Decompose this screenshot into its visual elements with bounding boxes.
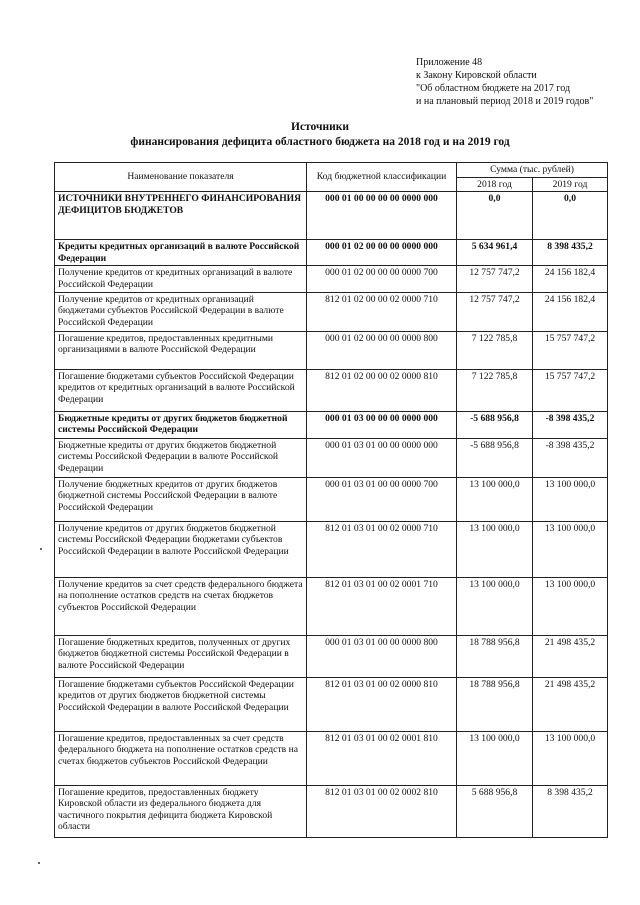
row-name: ИСТОЧНИКИ ВНУТРЕННЕГО ФИНАНСИРОВАНИЯ ДЕФИЦИТОВ БЮДЖЕТОВ <box>55 192 307 240</box>
row-code: 812 01 03 01 00 02 0000 810 <box>307 677 457 731</box>
table-row <box>55 292 608 331</box>
table-row <box>55 438 608 477</box>
row-name: Получение кредитов за счет средств федерального бюджета на пополнение остатков средств на счетах бюджетов субъектов Российской Федерации <box>55 577 307 635</box>
row-value-2018: 5 634 961,4 <box>457 240 533 266</box>
annex-line: "Об областном бюджете на 2017 год <box>416 83 571 94</box>
document-title <box>0 120 640 150</box>
header-name: Наименование показателя <box>55 163 307 192</box>
row-code: 812 01 02 00 00 02 0000 710 <box>307 292 457 331</box>
header-year-2019: 2019 год <box>533 177 608 192</box>
row-value-2019: 0,0 <box>533 192 608 240</box>
row-value-2019: 13 100 000,0 <box>533 731 608 785</box>
row-value-2019: 13 100 000,0 <box>533 521 608 577</box>
row-value-2018: 13 100 000,0 <box>457 477 533 521</box>
annex-line: Приложение 48 <box>416 57 483 68</box>
row-code: 000 01 02 00 00 00 0000 800 <box>307 331 457 369</box>
row-code: 000 01 00 00 00 00 0000 000 <box>307 192 457 240</box>
row-value-2019: 21 498 435,2 <box>533 635 608 677</box>
row-value-2018: -5 688 956,8 <box>457 438 533 477</box>
table-row <box>55 411 608 438</box>
row-name: Погашение кредитов, предоставленных кредитными организациями в валюте Российской Федерации <box>55 331 307 369</box>
table-row <box>55 577 608 635</box>
row-value-2018: 12 757 747,2 <box>457 292 533 331</box>
header-year-2018: 2018 год <box>457 177 533 192</box>
row-name: Погашение бюджетами субъектов Российской Федерации кредитов от кредитных организаций в валюте Российской Федерации <box>55 369 307 411</box>
row-name: Бюджетные кредиты от других бюджетов бюджетной системы Российской Федерации в валюте Российской Федерации <box>55 438 307 477</box>
table-row <box>55 521 608 577</box>
scan-speck <box>40 548 42 550</box>
row-value-2019: 24 156 182,4 <box>533 266 608 292</box>
row-value-2019: 24 156 182,4 <box>533 292 608 331</box>
row-value-2019: 15 757 747,2 <box>533 331 608 369</box>
row-value-2018: 13 100 000,0 <box>457 731 533 785</box>
annex-note <box>416 56 593 108</box>
table-row <box>55 192 608 240</box>
table-row <box>55 369 608 411</box>
row-code: 812 01 03 01 00 02 0002 810 <box>307 785 457 837</box>
header-sum: Сумма (тыс. рублей) <box>457 163 608 178</box>
row-value-2019: -8 398 435,2 <box>533 411 608 438</box>
table-row <box>55 477 608 521</box>
row-value-2018: 18 788 956,8 <box>457 635 533 677</box>
header-code: Код бюджетной классификации <box>307 163 457 192</box>
row-value-2018: 13 100 000,0 <box>457 521 533 577</box>
row-code: 000 01 02 00 00 00 0000 000 <box>307 240 457 266</box>
row-value-2018: 7 122 785,8 <box>457 369 533 411</box>
row-name: Получение кредитов от кредитных организаций бюджетами субъектов Российской Федерации в валюте Российской Федерации <box>55 292 307 331</box>
row-value-2019: 15 757 747,2 <box>533 369 608 411</box>
row-value-2018: 7 122 785,8 <box>457 331 533 369</box>
row-name: Бюджетные кредиты от других бюджетов бюджетной системы Российской Федерации <box>55 411 307 438</box>
row-name: Получение кредитов от кредитных организаций в валюте Российской Федерации <box>55 266 307 292</box>
row-name: Получение кредитов от других бюджетов бюджетной системы Российской Федерации бюджетами субъектов Российской Федерации в валюте Российской Федерации <box>55 521 307 577</box>
row-name: Погашение кредитов, предоставленных бюджету Кировской области из федерального бюджета для частичного покрытия дефицита бюджета Кировской области <box>55 785 307 837</box>
title-line: финансирования дефицита областного бюджета на 2018 год и на 2019 год <box>130 136 510 148</box>
row-value-2018: 5 688 956,8 <box>457 785 533 837</box>
row-value-2019: 13 100 000,0 <box>533 477 608 521</box>
row-value-2018: -5 688 956,8 <box>457 411 533 438</box>
table-row <box>55 266 608 292</box>
row-value-2018: 13 100 000,0 <box>457 577 533 635</box>
row-code: 812 01 03 01 00 02 0001 810 <box>307 731 457 785</box>
row-value-2019: 21 498 435,2 <box>533 677 608 731</box>
row-name: Получение бюджетных кредитов от других бюджетов бюджетной системы Российской Федерации в валюте Российской Федерации <box>55 477 307 521</box>
row-value-2019: 8 398 435,2 <box>533 240 608 266</box>
row-value-2018: 12 757 747,2 <box>457 266 533 292</box>
row-code: 812 01 02 00 00 02 0000 810 <box>307 369 457 411</box>
sources-table <box>54 162 608 838</box>
row-code: 000 01 03 00 00 00 0000 000 <box>307 411 457 438</box>
row-name: Погашение бюджетами субъектов Российской Федерации кредитов от других бюджетов бюджетной системы Российской Федерации в валюте Российской Федерации <box>55 677 307 731</box>
table-row <box>55 731 608 785</box>
row-code: 000 01 02 00 00 00 0000 700 <box>307 266 457 292</box>
row-code: 000 01 03 01 00 00 0000 000 <box>307 438 457 477</box>
annex-line: к Закону Кировской области <box>416 70 537 81</box>
scan-speck <box>38 862 40 864</box>
table-row <box>55 240 608 266</box>
row-name: Погашение бюджетных кредитов, полученных от других бюджетов бюджетной системы Российской Федерации в валюте Российской Федерации <box>55 635 307 677</box>
row-name: Кредиты кредитных организаций в валюте Российской Федерации <box>55 240 307 266</box>
title-line: Источники <box>291 121 349 133</box>
row-code: 812 01 03 01 00 02 0000 710 <box>307 521 457 577</box>
table-row <box>55 331 608 369</box>
table-row <box>55 677 608 731</box>
row-name: Погашение кредитов, предоставленных за счет средств федерального бюджета на пополнение остатков средств на счетах бюджетов субъектов Российской Федерации <box>55 731 307 785</box>
annex-line: и на плановый период 2018 и 2019 годов" <box>416 96 594 107</box>
table-row <box>55 785 608 837</box>
row-code: 000 01 03 01 00 00 0000 800 <box>307 635 457 677</box>
row-value-2019: 13 100 000,0 <box>533 577 608 635</box>
table-header-row <box>55 163 608 178</box>
row-code: 000 01 03 01 00 00 0000 700 <box>307 477 457 521</box>
row-code: 812 01 03 01 00 02 0001 710 <box>307 577 457 635</box>
row-value-2018: 18 788 956,8 <box>457 677 533 731</box>
table-row <box>55 635 608 677</box>
row-value-2018: 0,0 <box>457 192 533 240</box>
row-value-2019: 8 398 435,2 <box>533 785 608 837</box>
row-value-2019: -8 398 435,2 <box>533 438 608 477</box>
